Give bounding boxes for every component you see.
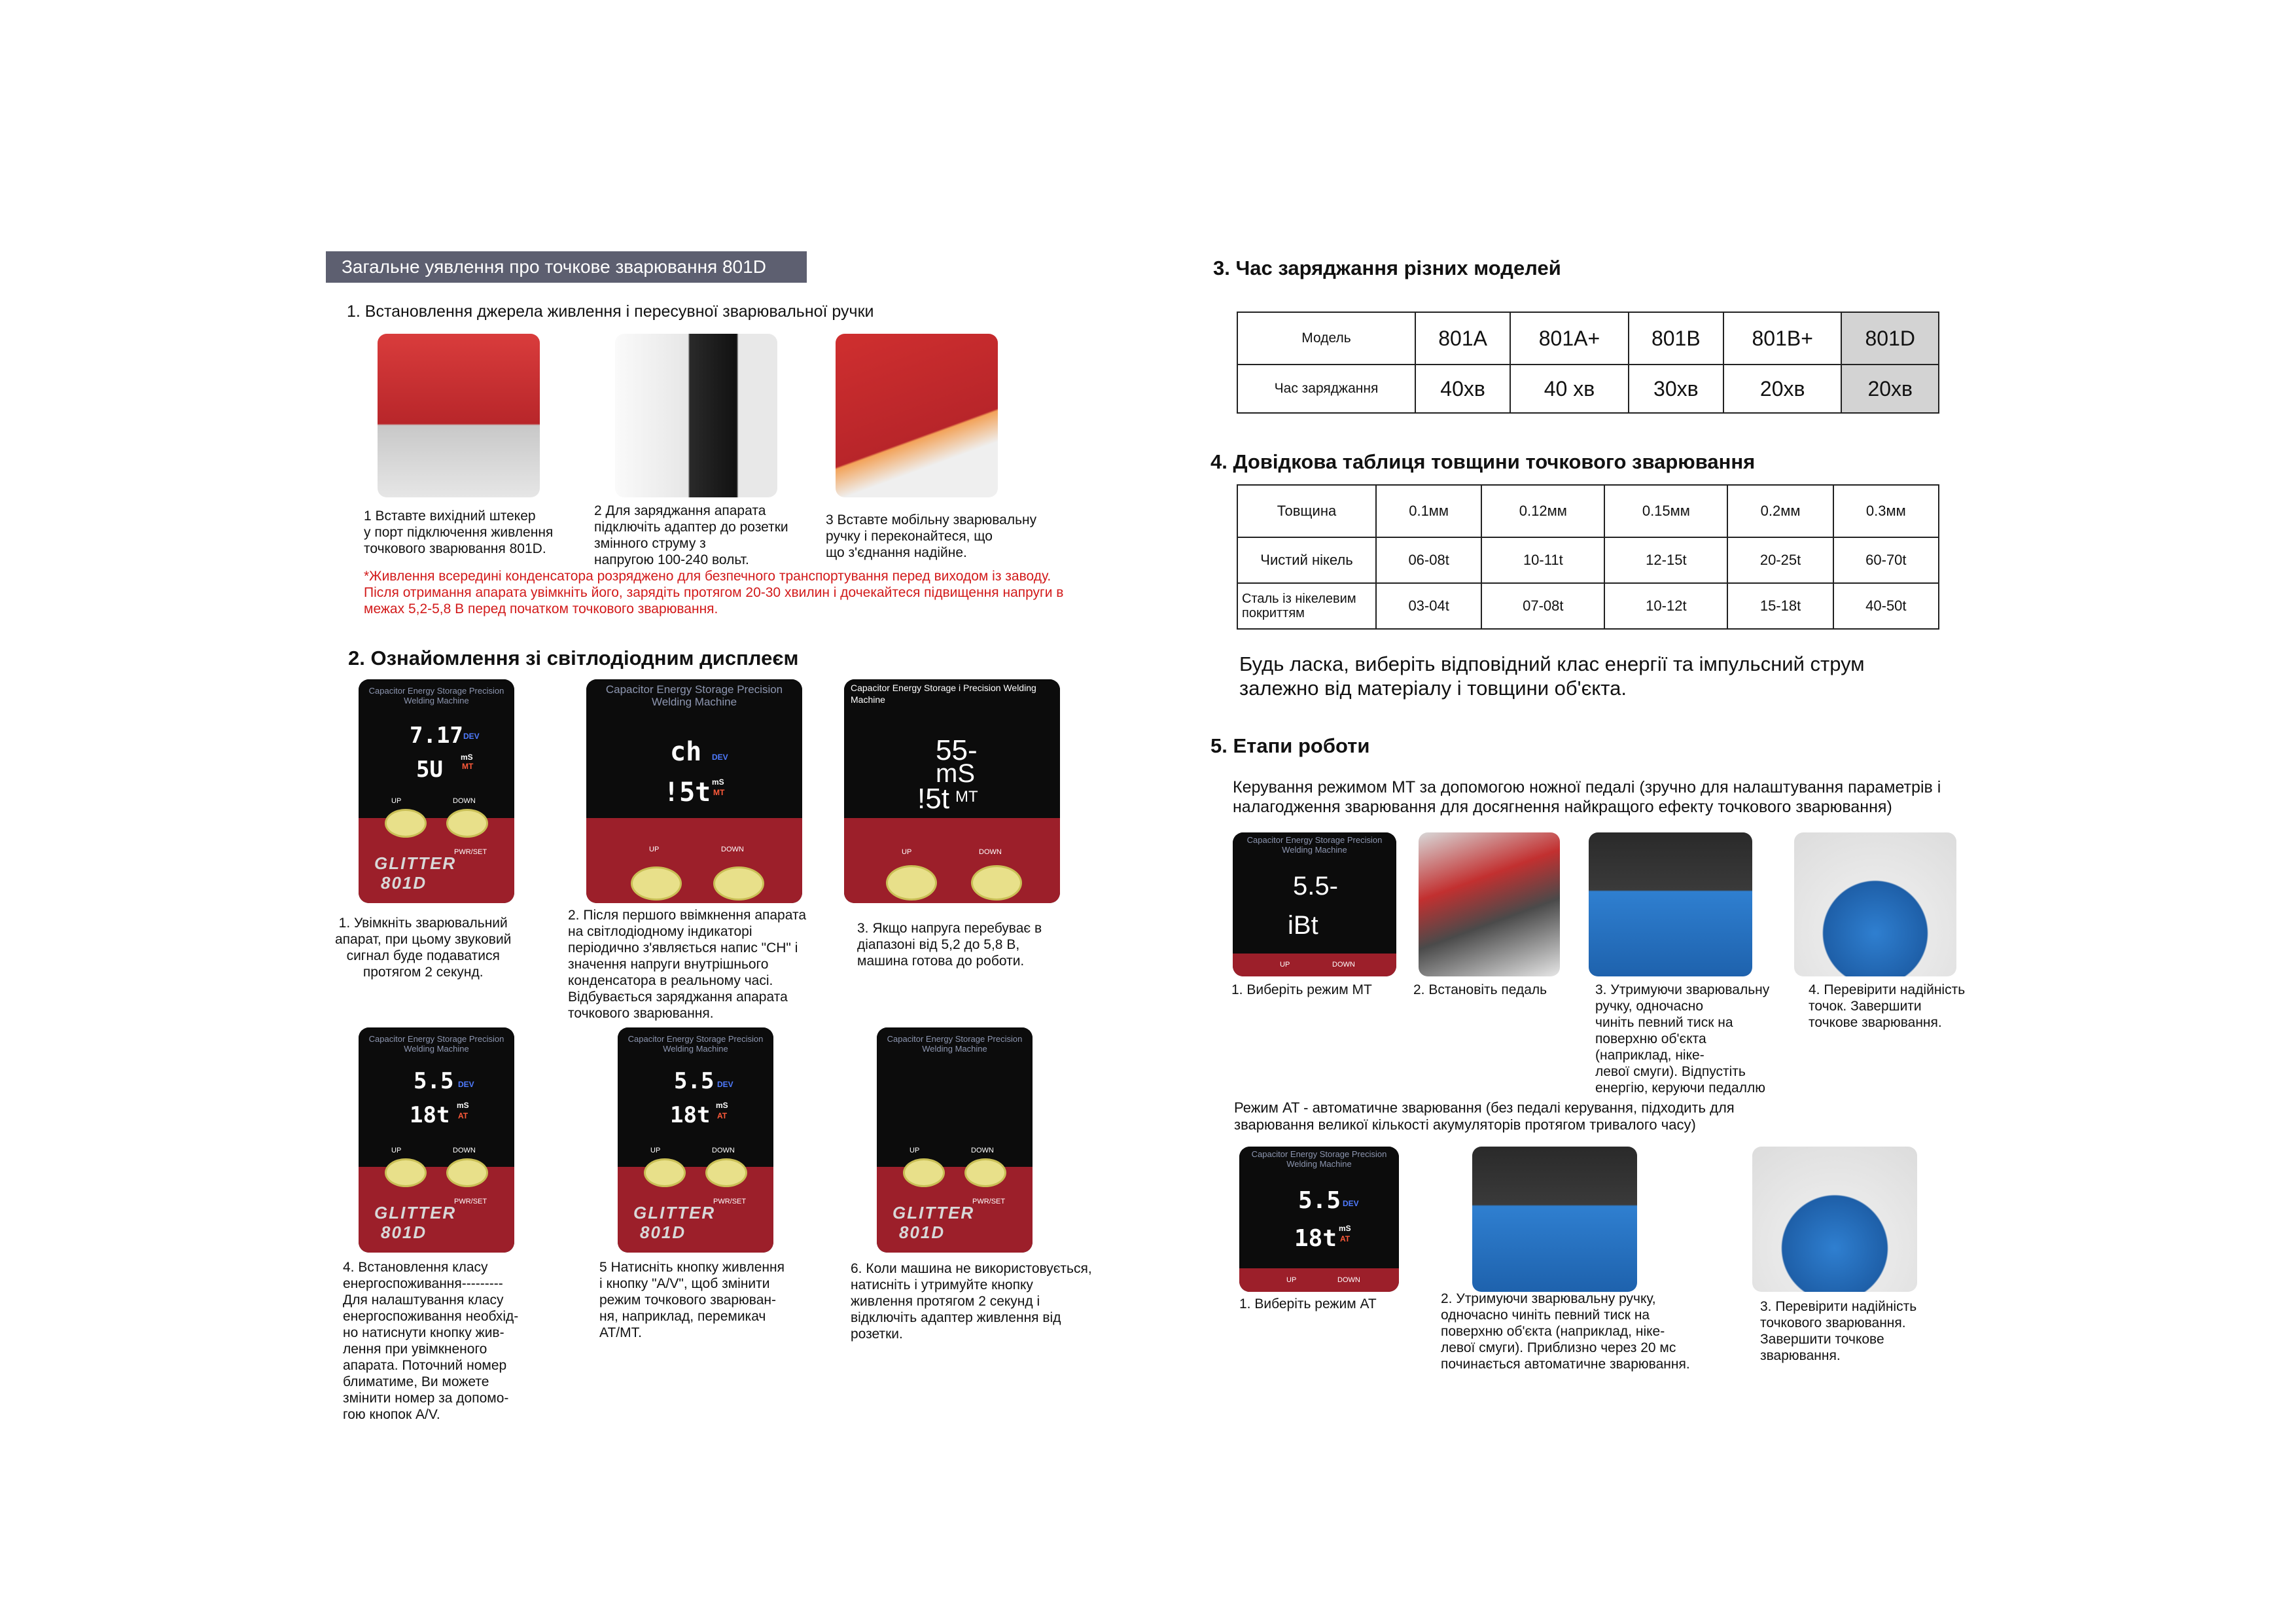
unit-dev: DEV bbox=[1343, 1199, 1359, 1208]
up-label: UP bbox=[649, 846, 660, 853]
time-cell: 40 хв bbox=[1510, 365, 1629, 413]
time-cell: 20хв bbox=[1841, 365, 1939, 413]
down-label: DOWN bbox=[453, 1147, 476, 1154]
unit-ms: mS bbox=[457, 1101, 469, 1110]
display-mt-mode bbox=[1233, 832, 1396, 976]
time-cell: 30хв bbox=[1629, 365, 1723, 413]
up-label: UP bbox=[650, 1147, 661, 1154]
step2-title: 2. Ознайомлення зі світлодіодним дисплеєм bbox=[348, 647, 799, 669]
photo-power-plug bbox=[378, 334, 540, 497]
display-ch: ch bbox=[670, 737, 702, 767]
unit-dev: DEV bbox=[717, 1080, 733, 1089]
thickness-cell: 0.12мм bbox=[1481, 485, 1604, 537]
thickness-cell: 0.1мм bbox=[1376, 485, 1481, 537]
unit-at: AT bbox=[1340, 1234, 1351, 1243]
down-button[interactable] bbox=[446, 1158, 488, 1187]
thickness-table bbox=[1237, 484, 1939, 630]
steel-cell: 03-04t bbox=[1376, 583, 1481, 629]
section-banner: Загальне уявлення про точкове зварювання 801D bbox=[326, 251, 807, 283]
steel-cell: 10-12t bbox=[1604, 583, 1727, 629]
steel-cell: 07-08t bbox=[1481, 583, 1604, 629]
display-panel-4 bbox=[359, 1027, 514, 1253]
nickel-cell: 10-11t bbox=[1481, 537, 1604, 583]
up-button[interactable] bbox=[385, 1158, 427, 1187]
at-intro: Режим AT - автоматичне зварювання (без педалі керування, підходить для зварювання великої кількості акумуляторів протягом тривалого часу) bbox=[1234, 1099, 1735, 1133]
display-value: 18t bbox=[410, 1102, 450, 1128]
panel-brand: Capacitor Energy Storage Precision Welding Machine bbox=[627, 1034, 764, 1054]
unit-ms: mS bbox=[712, 777, 724, 787]
unit-at: AT bbox=[717, 1111, 728, 1120]
unit-mt: MT bbox=[955, 788, 978, 806]
at-caption-1: 1. Виберіть режим AT bbox=[1239, 1296, 1377, 1311]
photo-welding-pen bbox=[836, 334, 998, 497]
panel-brand: Capacitor Energy Storage i Precision Welding Machine bbox=[851, 683, 1036, 705]
unit-at: AT bbox=[458, 1111, 468, 1120]
model-cell: 801D bbox=[1841, 312, 1939, 365]
table-header-steel: Сталь із нікелевим покриттям bbox=[1237, 583, 1376, 629]
mt-intro: Керування режимом MT за допомогою ножної педалі (зручно для налаштування параметрів і налагодження зварювання для досягнення найкращого ефекту точкового зварювання) bbox=[1233, 778, 1941, 816]
mt-display-value: iBt bbox=[1288, 911, 1318, 940]
model-cell: 801B+ bbox=[1723, 312, 1842, 365]
down-label: DOWN bbox=[1337, 1276, 1360, 1284]
display-panel-3 bbox=[844, 679, 1060, 903]
panel-brand: Capacitor Energy Storage Precision Welding Machine bbox=[368, 1034, 504, 1054]
photo-at-battery-check bbox=[1752, 1147, 1917, 1292]
step2-caption-5: 5 Натисніть кнопку живлення і кнопку "A/V", щоб змінити режим точкового зварюван- ня, наприклад, перемикач AT/MT. bbox=[599, 1260, 785, 1340]
down-button[interactable] bbox=[705, 1158, 747, 1187]
step3-title: 3. Час заряджання різних моделей bbox=[1213, 257, 1561, 279]
at-caption-3: 3. Перевірити надійність точкового зварювання. Завершити точкове зварювання. bbox=[1760, 1299, 1917, 1363]
time-cell: 40хв bbox=[1415, 365, 1510, 413]
unit-ms: mS bbox=[461, 753, 473, 762]
step1-caption-3: 3 Вставте мобільну зварювальну ручку і переконайтеся, що що з'єднання надійне. bbox=[826, 512, 1037, 560]
down-label: DOWN bbox=[721, 846, 744, 853]
mt-caption-4: 4. Перевірити надійність точок. Завершити точкове зварювання. bbox=[1809, 982, 1966, 1030]
display-panel-1 bbox=[359, 679, 514, 903]
mt-caption-1: 1. Виберіть режим MT bbox=[1231, 982, 1372, 997]
model-logo: 801D bbox=[381, 873, 427, 893]
pwr-label: PWR/SET bbox=[972, 1198, 1006, 1205]
up-label: UP bbox=[910, 1147, 920, 1154]
model-logo: 801D bbox=[899, 1222, 945, 1242]
display-panel-6 bbox=[877, 1027, 1033, 1253]
unit-dev: DEV bbox=[463, 732, 480, 741]
steel-cell: 40-50t bbox=[1833, 583, 1939, 629]
model-logo: 801D bbox=[640, 1222, 686, 1242]
up-button[interactable] bbox=[385, 809, 427, 838]
panel-brand: Capacitor Energy Storage Precision Welding Machine bbox=[1246, 835, 1383, 855]
model-cell: 801A+ bbox=[1510, 312, 1629, 365]
down-button[interactable] bbox=[964, 1158, 1006, 1187]
down-label: DOWN bbox=[971, 1147, 994, 1154]
display-panel-2 bbox=[586, 679, 802, 903]
up-button[interactable] bbox=[631, 866, 682, 901]
photo-foot-pedal bbox=[1419, 832, 1560, 976]
display-voltage: 55- bbox=[936, 734, 978, 766]
brand-logo: GLITTER bbox=[892, 1203, 975, 1222]
thickness-cell: 0.3мм bbox=[1833, 485, 1939, 537]
brand-logo: GLITTER bbox=[374, 853, 457, 873]
display-at-mode bbox=[1239, 1147, 1399, 1292]
up-label: UP bbox=[391, 797, 402, 805]
step1-caption-1: 1 Вставте вихідний штекер у порт підключення живлення точкового зварювання 801D. bbox=[364, 508, 554, 556]
unit-ms: mS bbox=[1339, 1224, 1351, 1233]
up-button[interactable] bbox=[903, 1158, 945, 1187]
display-value: !5t bbox=[917, 783, 949, 815]
display-voltage: 7.17 bbox=[410, 722, 463, 749]
up-button[interactable] bbox=[886, 865, 937, 901]
mt-display-voltage: 5.5- bbox=[1293, 872, 1338, 901]
down-label: DOWN bbox=[1332, 961, 1355, 969]
nickel-cell: 12-15t bbox=[1604, 537, 1727, 583]
unit-dev: DEV bbox=[712, 753, 728, 762]
down-button[interactable] bbox=[971, 865, 1022, 901]
pwr-label: PWR/SET bbox=[454, 1198, 487, 1205]
panel-brand: Capacitor Energy Storage Precision Welding Machine bbox=[887, 1034, 1023, 1054]
table-header-thickness: Товщина bbox=[1237, 485, 1376, 537]
pwr-label: PWR/SET bbox=[713, 1198, 747, 1205]
up-label: UP bbox=[1280, 961, 1290, 969]
display-voltage: 5.5 bbox=[414, 1068, 454, 1094]
up-label: UP bbox=[1286, 1276, 1297, 1284]
step2-caption-4: 4. Встановлення класу енергоспоживання--------- Для налаштування класу енергоспоживання необхід- но натиснути кнопку жив- лення при увімкненого апарата. Поточний номер блиматиме, Ви можете змінити номер за допомо- гою кнопок A/V. bbox=[343, 1260, 519, 1422]
table-header-nickel: Чистий нікель bbox=[1237, 537, 1376, 583]
nickel-cell: 60-70t bbox=[1833, 537, 1939, 583]
table-header-time: Час заряджання bbox=[1237, 365, 1415, 413]
down-label: DOWN bbox=[453, 797, 476, 805]
brand-logo: GLITTER bbox=[633, 1203, 716, 1222]
step1-caption-2: 2 Для заряджання апарата підключіть адаптер до розетки змінного струму з напругою 100-240 вольт. bbox=[594, 503, 788, 567]
nickel-cell: 06-08t bbox=[1376, 537, 1481, 583]
at-display-value: 18t bbox=[1294, 1225, 1337, 1252]
time-cell: 20хв bbox=[1723, 365, 1842, 413]
unit-mt: MT bbox=[462, 762, 474, 771]
table-header-model: Модель bbox=[1237, 312, 1415, 365]
display-voltage: 5.5 bbox=[674, 1068, 715, 1094]
panel-brand: Capacitor Energy Storage Precision Welding Machine bbox=[1251, 1149, 1387, 1169]
photo-adapter bbox=[615, 334, 777, 497]
step2-caption-2: 2. Після першого ввімкнення апарата на світлодіодному індикаторі періодично з'являється напис "CH" і значення напруги внутрішнього конденсатора в реальному часі. Відбувається заряджання апарата точкового зварювання. bbox=[568, 908, 807, 1021]
pwr-label: PWR/SET bbox=[454, 848, 487, 856]
unit-mt: MT bbox=[713, 788, 725, 797]
panel-brand: Capacitor Energy Storage Precision Welding Machine bbox=[605, 683, 783, 708]
mt-caption-3: 3. Утримуючи зварювальну ручку, одночасно чиніть певний тиск на поверхню об'єкта (наприклад, ніке- левої смуги). Відпустіть енергію, керуючи педаллю bbox=[1595, 982, 1770, 1096]
thickness-cell: 0.2мм bbox=[1727, 485, 1833, 537]
model-cell: 801B bbox=[1629, 312, 1723, 365]
down-label: DOWN bbox=[979, 848, 1002, 856]
display-value: !5t bbox=[663, 777, 711, 808]
down-button[interactable] bbox=[713, 866, 764, 901]
charging-time-table bbox=[1237, 312, 1939, 414]
photo-welding-battery bbox=[1589, 832, 1752, 976]
at-display-voltage: 5.5 bbox=[1298, 1187, 1341, 1214]
nickel-cell: 20-25t bbox=[1727, 537, 1833, 583]
unit-ms: mS bbox=[716, 1101, 728, 1110]
down-label: DOWN bbox=[712, 1147, 735, 1154]
warning-note: *Живлення всередині конденсатора розряджено для безпечного транспортування перед виходом із заводу. Після отримання апарата увімкніть його, зарядіть протягом 20-30 хвилин і дочекайтеся підвищення напруги в межах 5,2-5,8 В перед початком точкового зварювання. bbox=[364, 569, 1064, 616]
mt-caption-2: 2. Встановіть педаль bbox=[1413, 982, 1547, 997]
step2-caption-6: 6. Коли машина не використовується, натисніть і утримуйте кнопку живлення протягом 2 секунд і відключіть адаптер живлення від розетки. bbox=[851, 1261, 1092, 1342]
step2-caption-1: 1. Увімкніть зварювальний апарат, при цьому звуковий сигнал буде подаватися протягом 2 секунд. bbox=[335, 916, 512, 980]
model-logo: 801D bbox=[381, 1222, 427, 1242]
model-cell: 801A bbox=[1415, 312, 1510, 365]
step4-title: 4. Довідкова таблиця товщини точкового зварювання bbox=[1210, 450, 1756, 473]
thickness-cell: 0.15мм bbox=[1604, 485, 1727, 537]
photo-battery-check bbox=[1794, 832, 1956, 976]
display-value: 18t bbox=[670, 1102, 711, 1128]
up-label: UP bbox=[391, 1147, 402, 1154]
display-ms: mS bbox=[936, 759, 975, 788]
brand-logo: GLITTER bbox=[374, 1203, 457, 1222]
display-value: 5U bbox=[416, 757, 443, 783]
up-button[interactable] bbox=[644, 1158, 686, 1187]
step1-title: 1. Встановлення джерела живлення і пересувної зварювальної ручки bbox=[347, 302, 874, 321]
display-panel-5 bbox=[618, 1027, 773, 1253]
step2-caption-3: 3. Якщо напруга перебуває в діапазоні від 5,2 до 5,8 В, машина готова до роботи. bbox=[857, 921, 1042, 969]
panel-brand: Capacitor Energy Storage Precision Welding Machine bbox=[368, 686, 504, 705]
photo-at-welding bbox=[1472, 1147, 1637, 1292]
at-caption-2: 2. Утримуючи зварювальну ручку, одночасно чиніть певний тиск на поверхню об'єкта (наприклад, ніке- левої смуги). Приблизно через 20 мс починається автоматичне зварювання. bbox=[1441, 1291, 1690, 1372]
up-label: UP bbox=[902, 848, 912, 856]
thickness-note: Будь ласка, виберіть відповідний клас енергії та імпульсний струм залежно від матеріалу і товщини об'єкта. bbox=[1239, 652, 1865, 700]
step5-title: 5. Етапи роботи bbox=[1210, 734, 1370, 757]
unit-dev: DEV bbox=[458, 1080, 474, 1089]
down-button[interactable] bbox=[446, 809, 488, 838]
steel-cell: 15-18t bbox=[1727, 583, 1833, 629]
